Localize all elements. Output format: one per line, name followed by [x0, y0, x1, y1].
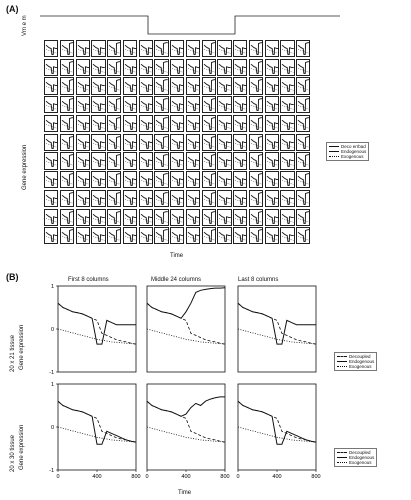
- grid-xlabel: Time: [170, 253, 184, 259]
- legend-b1-text-2: Endogenous: [349, 359, 375, 364]
- panel-a-label: (A): [6, 4, 19, 14]
- subplot-frame: [58, 286, 136, 372]
- subplot-r0-c1: [147, 286, 225, 372]
- panel-b-legend-1: [334, 352, 377, 371]
- panel-b-xlabel: Time: [178, 490, 192, 496]
- legend-a-text-1: Deco errbad: [341, 144, 366, 149]
- subplot-r1-c2: [236, 384, 320, 480]
- grid-ylabel: Gene expression: [22, 144, 28, 190]
- row-label-2: 20 x 30 tissue: [10, 434, 16, 472]
- legend-b1-swatch-2: [337, 361, 347, 362]
- ytick-label: 0: [50, 327, 54, 333]
- series-solid-line: [147, 397, 225, 416]
- series-dashed-line: [147, 401, 225, 442]
- series-dashed-line: [238, 401, 316, 442]
- series-solid-line: [238, 401, 316, 444]
- panel-b-legend-2: [334, 448, 377, 467]
- xtick-label: 0: [145, 474, 149, 480]
- ytick-label: 1: [50, 382, 54, 388]
- legend-a-text-2: Endogenous: [341, 149, 367, 154]
- series-solid-line: [147, 288, 225, 319]
- series-solid-line: [58, 401, 136, 444]
- legend-b2-swatch-1: [337, 452, 347, 453]
- xtick-label: 800: [131, 474, 141, 480]
- row-ylabel-2: Gene expression: [19, 424, 25, 470]
- ytick-label: -1: [49, 370, 54, 376]
- series-dashed-line: [58, 401, 136, 442]
- panel-b-label: (B): [6, 272, 19, 282]
- row-label-1: 20 x 21 tissue: [10, 334, 16, 372]
- legend-b1-swatch-3: [337, 366, 347, 367]
- xtick-label: 0: [236, 474, 240, 480]
- xtick-label: 800: [311, 474, 321, 480]
- row-ylabel-1: Gene expression: [19, 324, 25, 370]
- legend-b2-text-2: Endogenous: [349, 455, 375, 460]
- xtick-label: 400: [92, 474, 102, 480]
- col-title-first: First 8 columns: [68, 277, 109, 283]
- subplot-frame: [58, 384, 136, 470]
- col-title-last: Last 8 columns: [238, 277, 279, 283]
- legend-b2-swatch-2: [337, 457, 347, 458]
- legend-a-text-3: Exogenous: [341, 154, 364, 159]
- xtick-label: 400: [272, 474, 282, 480]
- series-dashed-line: [238, 303, 316, 344]
- subplot-r1-c0: [49, 382, 140, 480]
- legend-b2-text-3: Exogenous: [349, 460, 372, 465]
- series-solid-line: [58, 303, 136, 344]
- subplot-frame: [238, 286, 316, 372]
- legend-b1-text-3: Exogenous: [349, 364, 372, 369]
- stimulus-ylabel: Vm e m: [22, 15, 28, 36]
- subplot-frame: [147, 384, 225, 470]
- series-dashed-line: [58, 303, 136, 344]
- xtick-label: 0: [56, 474, 60, 480]
- subplot-frame: [147, 286, 225, 372]
- ytick-label: 0: [50, 425, 54, 431]
- ytick-label: -1: [49, 468, 54, 474]
- series-solid-line: [238, 303, 316, 344]
- subplot-r1-c1: [145, 384, 229, 480]
- xtick-label: 800: [220, 474, 230, 480]
- subplot-r0-c0: [49, 284, 136, 376]
- legend-b1-exogenous: [337, 364, 374, 369]
- legend-b2-exogenous: [337, 460, 374, 465]
- legend-b2-text-1: Decoupled: [349, 450, 371, 455]
- xtick-label: 400: [181, 474, 191, 480]
- subplot-r0-c2: [238, 286, 316, 372]
- subplot-frame: [238, 384, 316, 470]
- col-title-middle: Middle 24 columns: [151, 277, 202, 283]
- ytick-label: 1: [50, 284, 54, 290]
- legend-b2-swatch-3: [337, 462, 347, 463]
- series-dashed-line: [147, 303, 225, 344]
- legend-b1-text-1: Decoupled: [349, 354, 371, 359]
- legend-b1-swatch-1: [337, 356, 347, 357]
